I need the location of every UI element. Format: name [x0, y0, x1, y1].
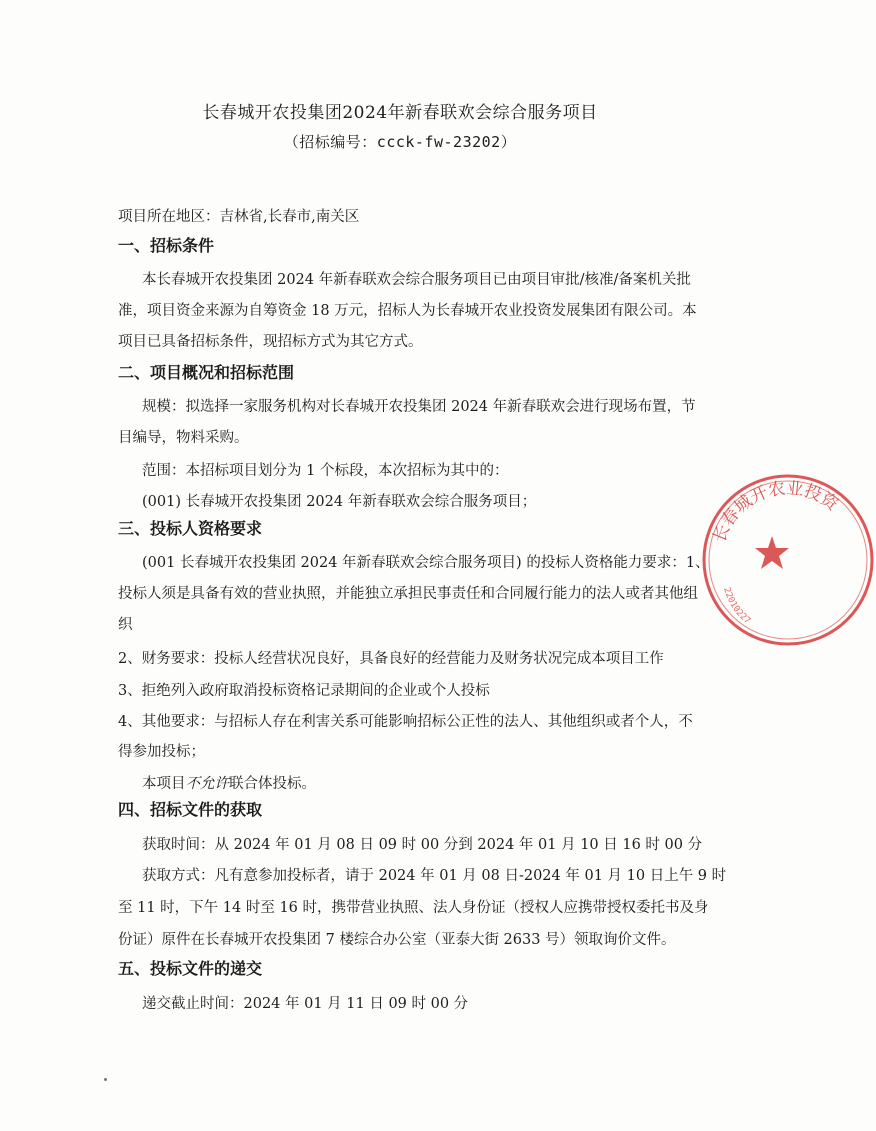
joint-venture-suffix: 联合体投标。	[229, 776, 316, 792]
section-1-line-1: 本长春城开农投集团 2024 年新春联欢会综合服务项目已由项目审批/核准/备案机关批	[142, 272, 691, 288]
section-1-line-3: 项目已具备招标条件，现招标方式为其它方式。	[118, 334, 423, 350]
seal-outer-ring	[704, 476, 872, 644]
section-2-heading: 二、项目概况和招标范围	[118, 363, 295, 382]
section-2-line-4: (001) 长春城开农投集团 2024 年新春联欢会综合服务项目；	[142, 494, 537, 510]
section-3-line-3: 织	[118, 617, 133, 633]
section-4-line-2: 获取方式：凡有意参加投标者，请于 2024 年 01 月 08 日-2024 年 01 月 10 日上午 9 时	[142, 868, 727, 884]
section-1-line-2: 准，项目资金来源为自筹资金 18 万元，招标人为长春城开农业投资发展集团有限公司。本	[118, 303, 697, 319]
section-3-line-5: 3、拒绝列入政府取消投标资格记录期间的企业或个人投标	[118, 683, 490, 699]
section-2-line-1: 规模：拟选择一家服务机构对长春城开农投集团 2024 年新春联欢会进行现场布置，节	[142, 399, 696, 415]
seal-inner-ring	[709, 478, 867, 639]
joint-venture-not-allowed: 不允许	[185, 776, 229, 792]
tender-number: （招标编号：ccck-fw-23202）	[283, 133, 517, 151]
star-icon	[755, 536, 789, 569]
section-3-line-1: (001 长春城开农投集团 2024 年新春联欢会综合服务项目) 的投标人资格能力要求：1、	[142, 555, 710, 571]
joint-venture-prefix: 本项目	[142, 776, 186, 792]
section-4-line-1: 获取时间：从 2024 年 01 月 08 日 09 时 00 分到 2024 年 01 月 10 日 16 时 00 分	[142, 837, 703, 853]
section-3-line-4: 2、财务要求：投标人经营状况良好，具备良好的经营能力及财务状况完成本项目工作	[118, 651, 664, 667]
section-2-line-2: 目编导，物料采购。	[118, 430, 249, 446]
section-5-line-1: 递交截止时间：2024 年 01 月 11 日 09 时 00 分	[142, 996, 469, 1012]
seal-code: 22010227	[721, 586, 752, 627]
section-4-line-4: 份证）原件在长春城开农投集团 7 楼综合办公室（亚泰大街 2633 号）领取询价文件。	[118, 932, 676, 948]
scan-speck	[104, 1078, 107, 1081]
seal-text: 长春城开农业投资	[709, 478, 842, 546]
official-seal-stamp	[700, 472, 876, 648]
project-location: 项目所在地区：吉林省,长春市,南关区	[118, 209, 360, 225]
section-3-line-2: 投标人须是具备有效的营业执照，并能独立承担民事责任和合同履行能力的法人或者其他组	[118, 586, 698, 602]
section-1-heading: 一、招标条件	[118, 236, 215, 255]
section-3-heading: 三、投标人资格要求	[118, 519, 263, 538]
document-title: 长春城开农投集团2024年新春联欢会综合服务项目	[202, 103, 598, 123]
section-5-heading: 五、投标文件的递交	[118, 959, 263, 978]
section-3-line-6: 4、其他要求：与招标人存在利害关系可能影响招标公正性的法人、其他组织或者个人，不	[118, 714, 693, 730]
section-4-line-3: 至 11 时，下午 14 时至 16 时，携带营业执照、法人身份证（授权人应携带授权委托书及身	[118, 900, 709, 916]
section-4-heading: 四、招标文件的获取	[118, 800, 263, 819]
section-2-line-3: 范围：本招标项目划分为 1 个标段，本次招标为其中的：	[142, 463, 509, 479]
section-3-line-8	[142, 772, 712, 793]
section-3-line-7: 得参加投标；	[118, 744, 205, 760]
